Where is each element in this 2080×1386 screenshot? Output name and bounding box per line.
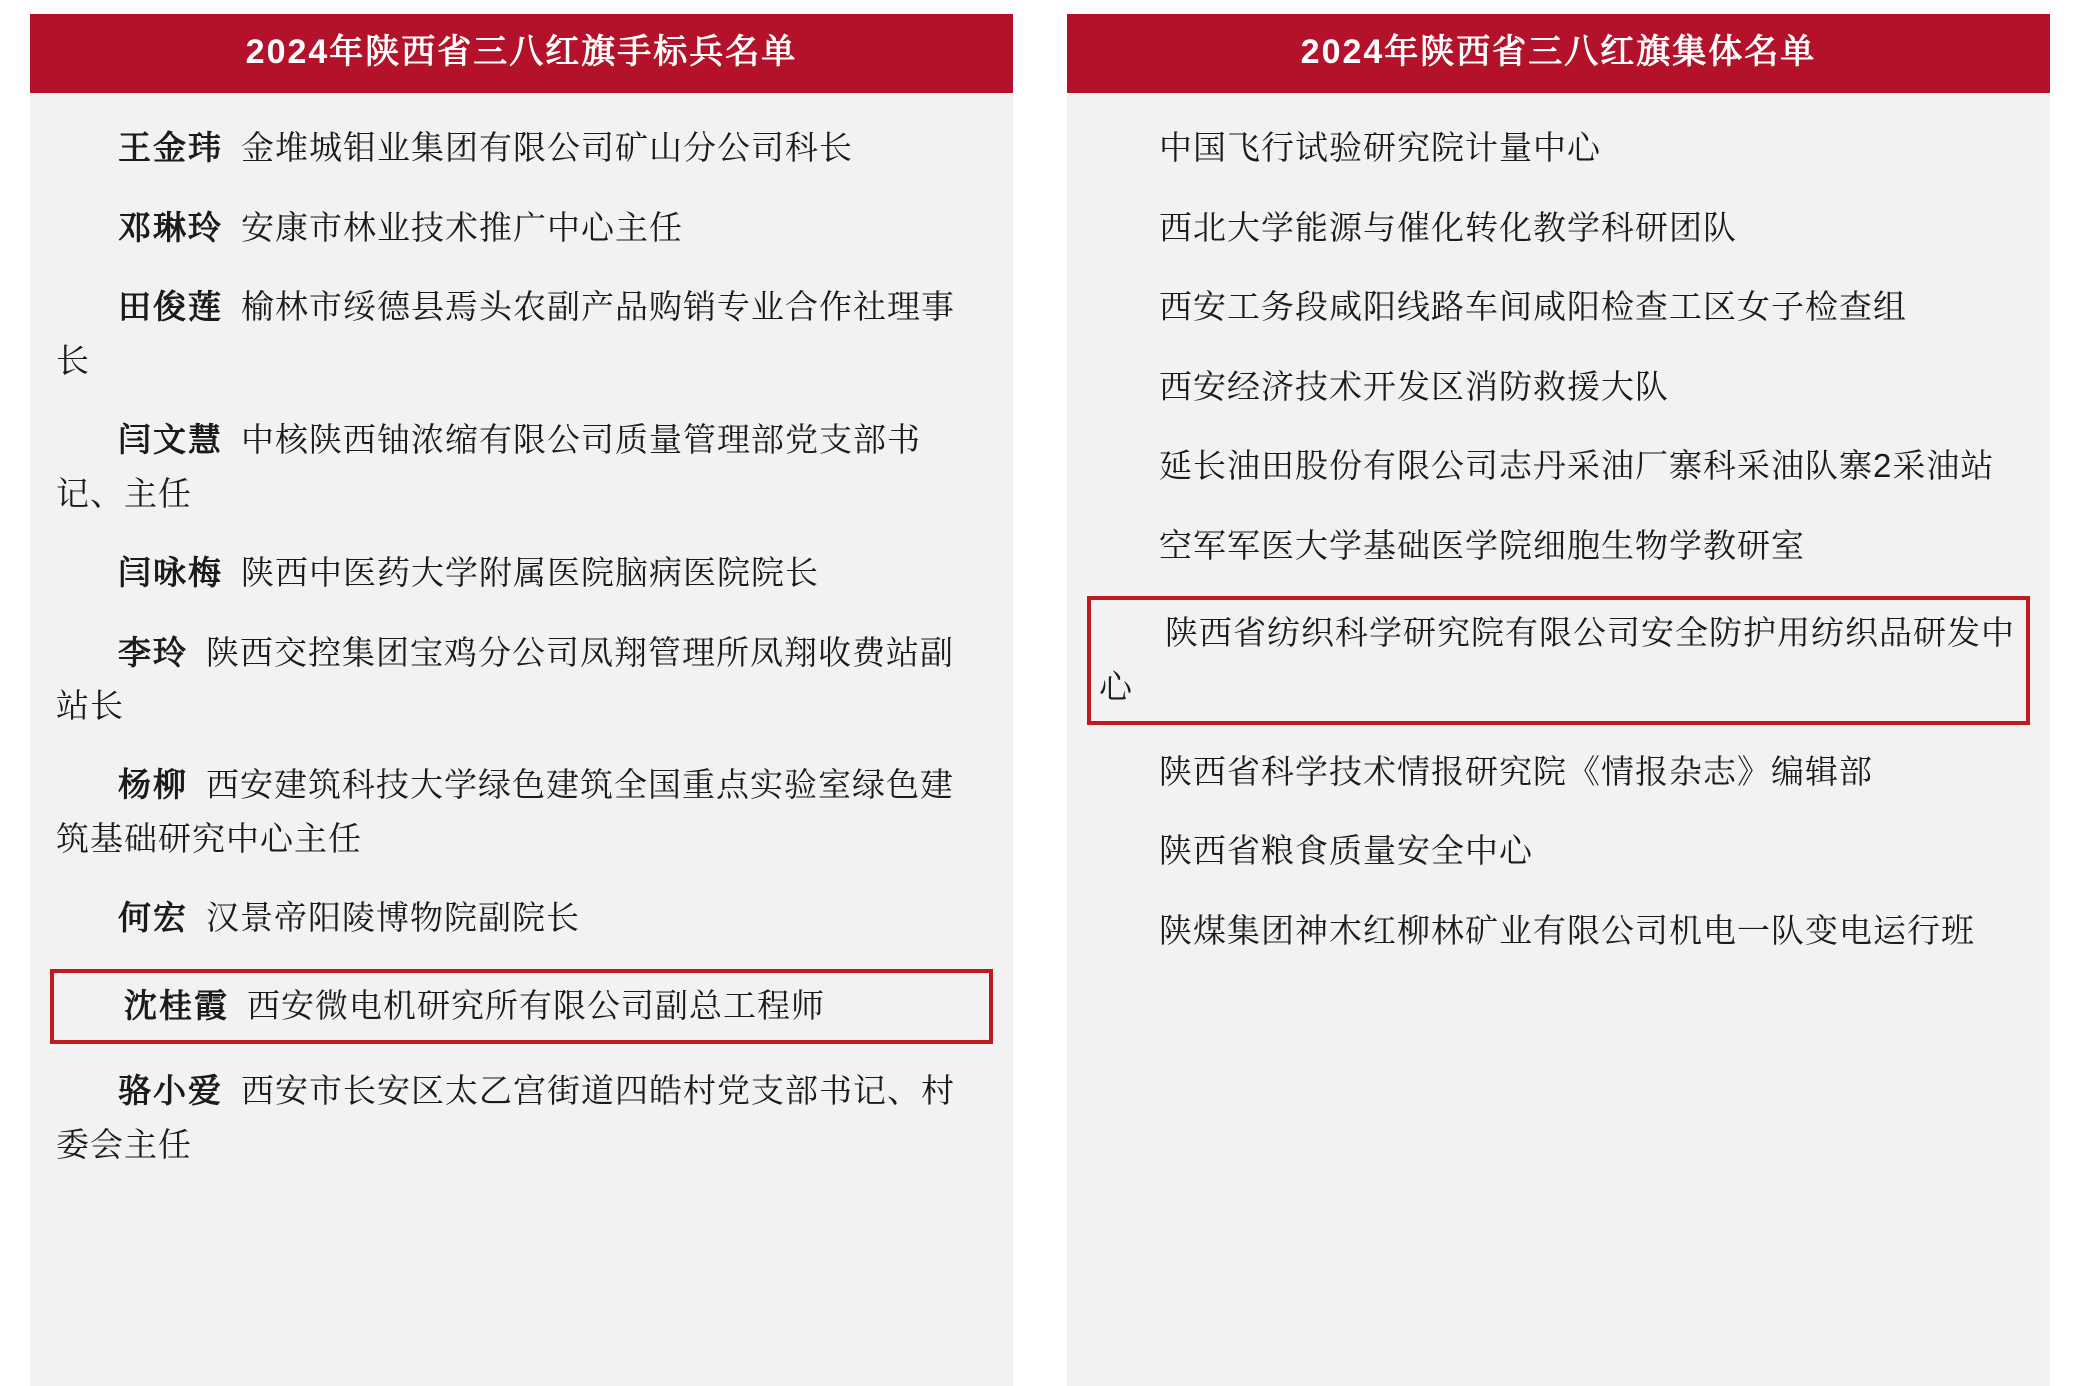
- entry-description: 陕西省粮食质量安全中心: [1159, 832, 1533, 870]
- list-item: [50, 969, 993, 1044]
- entry-description: 安康市林业技术推广中心主任: [241, 208, 683, 246]
- list-item: [50, 119, 993, 176]
- list-item: [1087, 902, 2030, 959]
- entry-name: 王金玮: [118, 129, 223, 167]
- list-item: [50, 199, 993, 256]
- list-item: [50, 544, 993, 601]
- entry-description: 陕西省科学技术情报研究院《情报杂志》编辑部: [1159, 753, 1873, 791]
- entry-name: 田俊莲: [118, 288, 223, 326]
- entry-description: 空军军医大学基础医学院细胞生物学教研室: [1159, 526, 1805, 564]
- list-item: [1087, 517, 2030, 574]
- entry-description: 西安建筑科技大学绿色建筑全国重点实验室绿色建筑基础研究中心主任: [56, 766, 954, 857]
- entry-name: 闫文慧: [118, 421, 223, 459]
- entry-description: 榆林市绥德县焉头农副产品购销专业合作社理事长: [56, 288, 955, 379]
- entry-description: 西安工务段咸阳线路车间咸阳检查工区女子检查组: [1159, 288, 1907, 326]
- entry-description: 陕西交控集团宝鸡分公司凤翔管理所凤翔收费站副站长: [56, 633, 954, 725]
- entry-name: 杨柳: [118, 766, 188, 804]
- left-panel-body: [30, 93, 1013, 1386]
- entry-description: 延长油田股份有限公司志丹采油厂寨科采油队寨2采油站: [1159, 447, 1995, 485]
- entry-description: 陕西省纺织科学研究院有限公司安全防护用纺织品研发中心: [1099, 614, 2015, 705]
- list-item: [1087, 437, 2030, 494]
- right-panel-body: [1067, 93, 2050, 1386]
- entry-name: 李玲: [118, 633, 188, 671]
- entry-description: 金堆城钼业集团有限公司矿山分公司科长: [241, 129, 853, 167]
- right-panel-title: 2024年陕西省三八红旗集体名单: [1067, 14, 2050, 93]
- right-list-panel: [1067, 14, 2050, 1386]
- list-item: [50, 1062, 993, 1173]
- left-panel-title: 2024年陕西省三八红旗手标兵名单: [30, 14, 1013, 93]
- list-item: [50, 411, 993, 522]
- list-item: [1087, 596, 2030, 725]
- entry-name: 何宏: [118, 899, 188, 937]
- entry-description: 陕煤集团神木红柳林矿业有限公司机电一队变电运行班: [1159, 911, 1975, 949]
- entry-description: 中国飞行试验研究院计量中心: [1159, 129, 1601, 167]
- list-item: [1087, 358, 2030, 415]
- list-item: [50, 756, 993, 867]
- entry-name: 闫咏梅: [118, 554, 223, 592]
- entry-name: 骆小爱: [118, 1072, 223, 1110]
- entry-description: 西安微电机研究所有限公司副总工程师: [247, 986, 825, 1024]
- list-item: [50, 278, 993, 389]
- list-item: [1087, 743, 2030, 800]
- list-item: [1087, 199, 2030, 256]
- left-list-panel: [30, 14, 1013, 1386]
- entry-description: 汉景帝阳陵博物院副院长: [206, 899, 580, 937]
- entry-description: 陕西中医药大学附属医院脑病医院院长: [241, 554, 819, 592]
- entry-description: 西安市长安区太乙宫街道四皓村党支部书记、村委会主任: [56, 1072, 955, 1163]
- list-item: [1087, 822, 2030, 879]
- list-item: [50, 624, 993, 735]
- list-item: [1087, 119, 2030, 176]
- entry-name: 沈桂霞: [124, 986, 229, 1024]
- entry-name: 邓琳玲: [118, 208, 223, 246]
- list-item: [1087, 278, 2030, 335]
- entry-description: 中核陕西铀浓缩有限公司质量管理部党支部书记、主任: [56, 421, 921, 512]
- list-item: [50, 889, 993, 946]
- entry-description: 西安经济技术开发区消防救援大队: [1159, 367, 1669, 405]
- entry-description: 西北大学能源与催化转化教学科研团队: [1159, 208, 1737, 246]
